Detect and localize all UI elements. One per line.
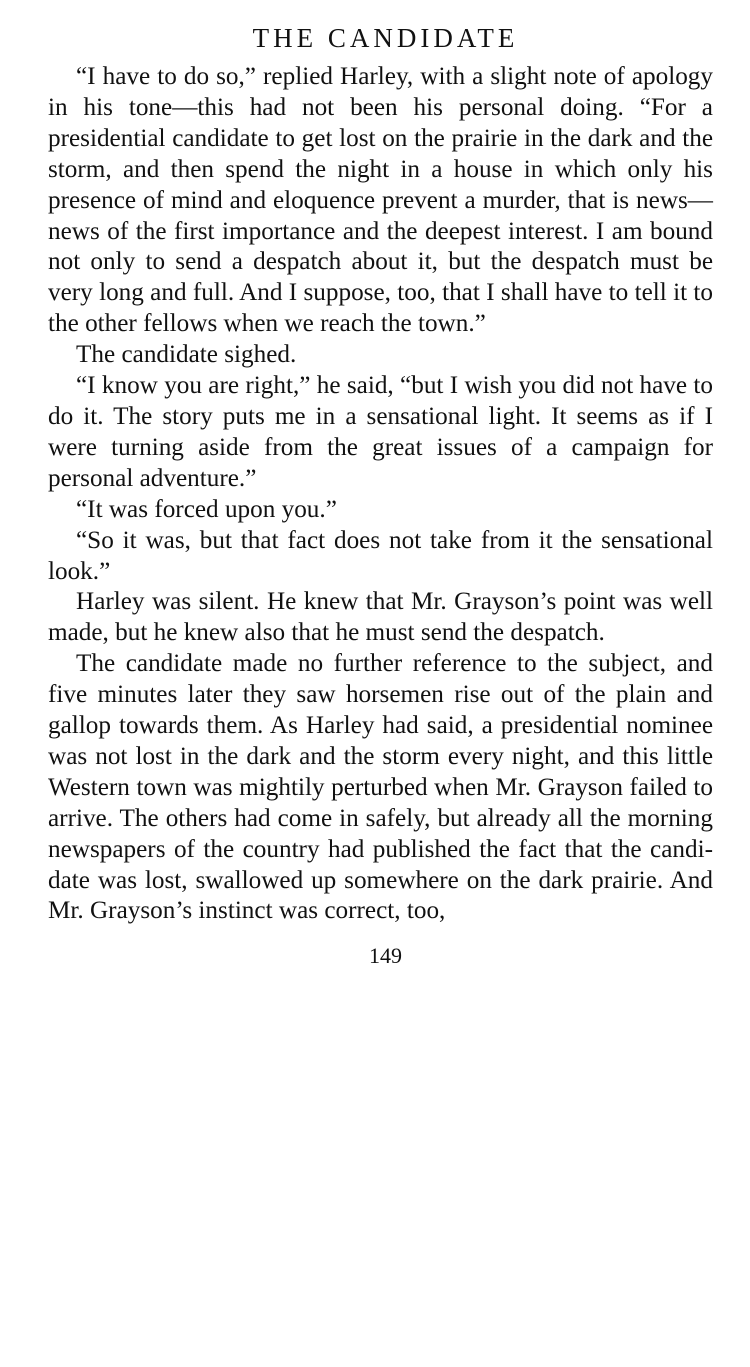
body-text bbox=[48, 62, 713, 927]
page-number: 149 bbox=[369, 943, 402, 969]
paragraph: “I know you are right,” he said, “but I wish you did not have to do it. The story puts me in a sensational light. It seems as if I were turning aside from the great issues of a campaign for personal adventure.” bbox=[48, 372, 713, 492]
running-head-title: THE CANDIDATE bbox=[252, 23, 519, 53]
paragraph: “So it was, but that fact does not take from it the sensational look.” bbox=[48, 526, 713, 585]
paragraph: The candidate made no further reference to the subject, and five minutes later they saw horsemen rise out of the plain and gallop towards them. As Harley had said, a presidential nominee was not lost in the dark and the storm every night, and this little Western town was mightily perturbed when Mr. Grayson failed to arrive. The others had come in safely, but already all the morning newspapers of the country had published the fact that the candidate was lost, swallowed up somewhere on the dark prairie. And Mr. Grayson’s instinct was correct, too, bbox=[48, 650, 713, 925]
paragraph: “It was forced upon you.” bbox=[76, 495, 337, 523]
paragraph: Harley was silent. He knew that Mr. Grayson’s point was well made, but he knew also that he must send the despatch. bbox=[48, 588, 713, 647]
book-page bbox=[48, 18, 713, 971]
paragraph: “I have to do so,” replied Harley, with a slight note of apology in his tone—this had not been his personal doing. “For a presidential candidate to get lost on the prairie in the dark and the storm, and then spend the night in a house in which only his presence of mind and eloquence prevent a murder, that is news—news of the first importance and the deepest interest. I am bound not only to send a despatch about it, but the despatch must be very long and full. And I suppose, too, that I shall have to tell it to the other fellows when we reach the town.” bbox=[48, 63, 713, 338]
paragraph: The candidate sighed. bbox=[76, 341, 297, 369]
